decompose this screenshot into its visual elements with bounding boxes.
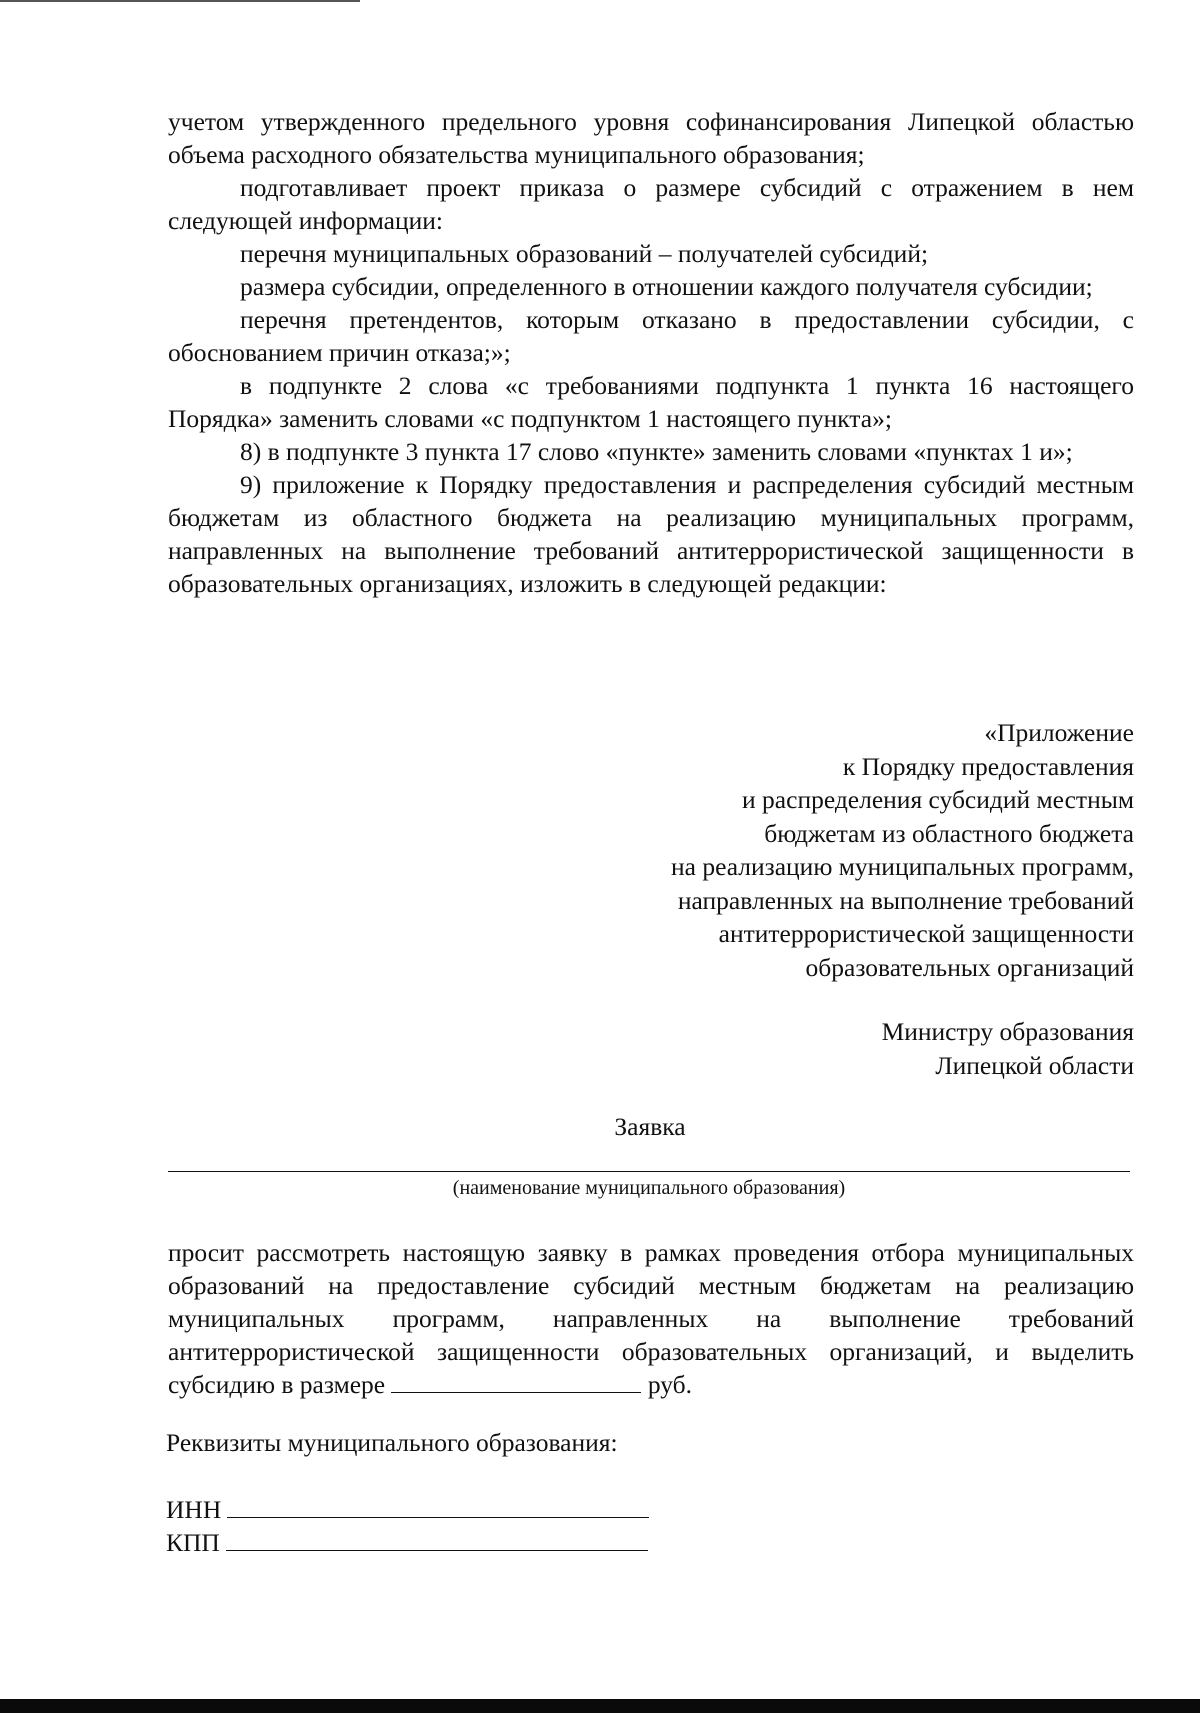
paragraph-4: размера субсидии, определенного в отношении каждого получателя субсидии; — [240, 272, 1093, 301]
amount-field-line[interactable] — [391, 1370, 641, 1393]
kpp-field — [166, 1526, 648, 1558]
paragraph-8: 9) приложение к Порядку предоставления и распределения субсидий местным бюджетам из областного бюджета на реализацию муниципальных программ, направленных на выполнение требований антитеррористической защищенности в образовательных организациях, изложить в следующей редакции: — [168, 470, 1134, 598]
appendix-line: направленных на выполнение требований — [677, 885, 1134, 915]
appendix-line: образовательных организаций — [805, 952, 1134, 982]
appendix-line: и распределения субсидий местным — [742, 785, 1134, 814]
inn-label: ИНН — [166, 1495, 222, 1524]
appendix-line: антитеррористической защищенности — [718, 919, 1134, 948]
form-title: Заявка — [614, 1112, 686, 1141]
addressee-line: Липецкой области — [935, 1050, 1134, 1080]
paragraph-3: перечня муниципальных образований – получателей субсидий; — [240, 239, 929, 268]
amendment-text — [168, 105, 1134, 600]
appendix-line: «Приложение — [984, 718, 1134, 747]
appendix-header — [671, 716, 1134, 984]
inn-field-line[interactable] — [227, 1493, 649, 1518]
currency-label: руб. — [647, 1370, 693, 1399]
requisites-title: Реквизиты муниципального образования: — [166, 1428, 618, 1457]
scan-bottom-edge — [0, 1699, 1200, 1713]
paragraph-5: перечня претендентов, которым отказано в предоставлении субсидии, с обоснованием причин отказа;»; — [168, 305, 1134, 367]
addressee — [882, 1015, 1134, 1082]
request-text: просит рассмотреть настоящую заявку в рамках проведения отбора муниципальных образований на предоставление субсидий местным бюджетам на реализацию муниципальных программ, направленных на выполнение требований антитеррористической защищенности образовательных организаций, и выделить субсидию в размере — [168, 1238, 1134, 1399]
top-edge-line — [0, 0, 360, 2]
appendix-line: к Порядку предоставления — [842, 751, 1134, 781]
addressee-line: Министру образования — [881, 1017, 1134, 1046]
name-field-line[interactable] — [168, 1171, 1130, 1172]
paragraph-2: подготавливает проект приказа о размере субсидий с отражением в нем следующей информации: — [168, 173, 1134, 235]
kpp-label: КПП — [166, 1528, 220, 1557]
appendix-line: на реализацию муниципальных программ, — [671, 852, 1134, 881]
paragraph-1: учетом утвержденного предельного уровня софинансирования Липецкой областью объема расходного обязательства муниципального образования; — [168, 107, 1134, 169]
inn-field — [166, 1493, 649, 1525]
kpp-field-line[interactable] — [226, 1526, 648, 1551]
paragraph-6: в подпункте 2 слова «с требованиями подпункта 1 пункта 16 настоящего Порядка» заменить словами «с подпунктом 1 настоящего пункта»; — [168, 371, 1134, 433]
paragraph-7: 8) в подпункте 3 пункта 17 слово «пункте» заменить словами «пунктах 1 и»; — [240, 437, 1073, 466]
request-paragraph — [168, 1236, 1134, 1401]
appendix-line: бюджетам из областного бюджета — [764, 818, 1134, 848]
name-field-caption: (наименование муниципального образования) — [452, 1177, 846, 1199]
